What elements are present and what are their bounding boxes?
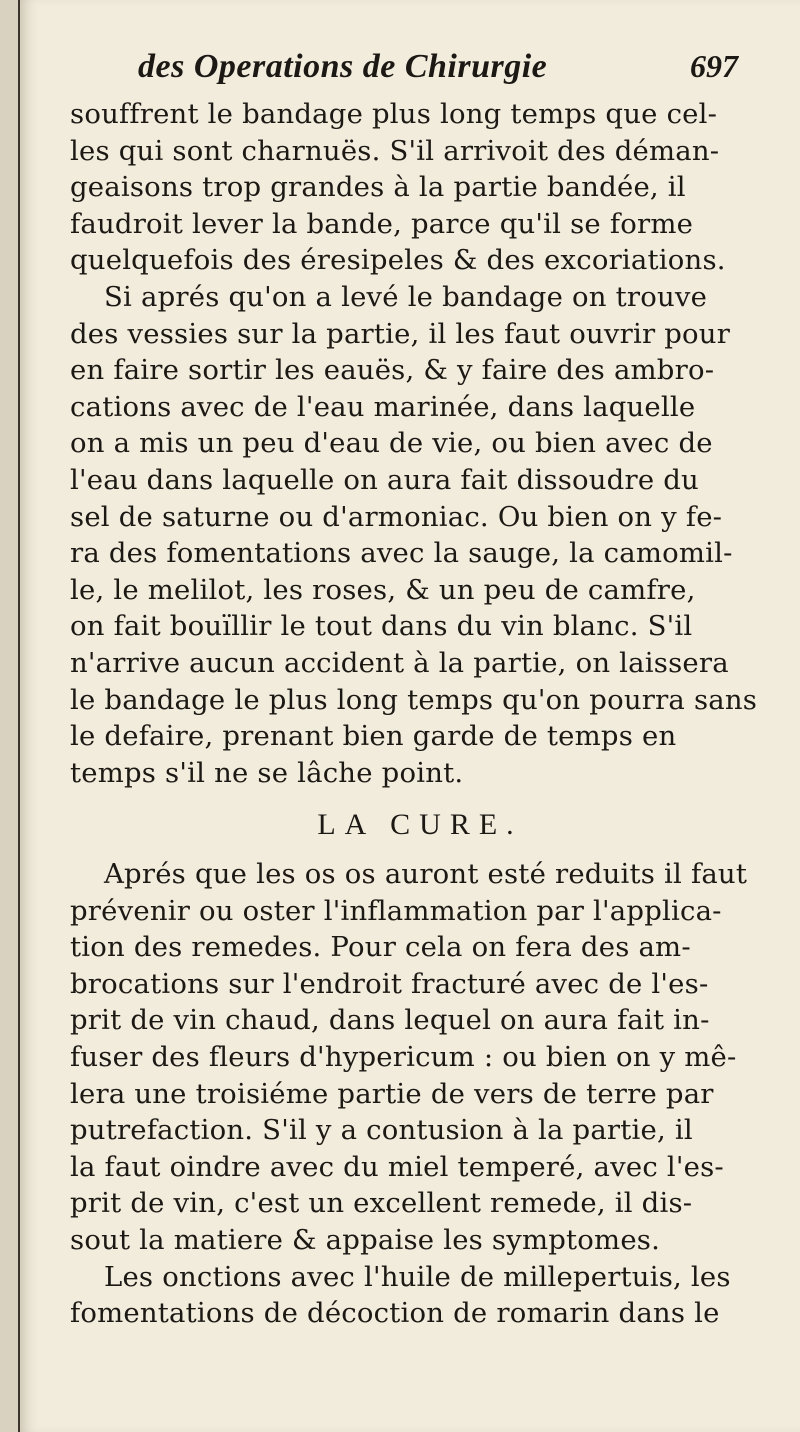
text-line: ra des fomentations avec la sauge, la camomil- <box>70 537 733 570</box>
text-line: putrefaction. S'il y a contusion à la partie, il <box>70 1114 693 1147</box>
text-line: n'arrive aucun accident à la partie, on laissera <box>70 646 729 679</box>
text-line: fomentations de décoction de romarin dans le <box>70 1297 720 1330</box>
text-line: des vessies sur la partie, il les faut ouvrir pour <box>70 317 731 350</box>
page-header <box>138 48 738 86</box>
book-page <box>18 0 800 1432</box>
running-head: des Operations de Chirurgie <box>138 48 548 85</box>
text-line: sout la matiere & appaise les symptomes. <box>70 1223 661 1256</box>
paragraph-block-1 <box>70 96 770 791</box>
text-line: les qui sont charnuës. S'il arrivoit des déman- <box>70 134 720 167</box>
text-line: prit de vin, c'est un excellent remede, il dis- <box>70 1187 693 1220</box>
text-line: Les onctions avec l'huile de millepertuis, les <box>104 1260 731 1293</box>
text-line: tion des remedes. Pour cela on fera des am- <box>70 931 691 964</box>
text-line: brocations sur l'endroit fracturé avec de l'es- <box>70 967 709 1000</box>
text-line: en faire sortir les eauës, & y faire des ambro- <box>70 354 715 387</box>
text-line: l'eau dans laquelle on aura fait dissoudre du <box>70 463 699 496</box>
text-line: fuser des fleurs d'hypericum : ou bien on y mê- <box>70 1040 737 1073</box>
text-line: la faut oindre avec du miel temperé, avec l'es- <box>70 1150 724 1183</box>
page-number: 697 <box>690 48 738 84</box>
text-line: geaisons trop grandes à la partie bandée, il <box>70 171 686 204</box>
text-line: le bandage le plus long temps qu'on pourra sans <box>70 683 758 716</box>
text-line: le defaire, prenant bien garde de temps en <box>70 720 677 753</box>
text-line: cations avec de l'eau marinée, dans laquelle <box>70 390 696 423</box>
text-line: temps s'il ne se lâche point. <box>70 756 464 789</box>
text-line: le, le melilot, les roses, & un peu de camfre, <box>70 573 696 606</box>
paragraph-block-2 <box>70 856 770 1332</box>
text-line: Si aprés qu'on a levé le bandage on trouve <box>104 280 708 313</box>
text-line: sel de saturne ou d'armoniac. Ou bien on y fe- <box>70 500 723 533</box>
section-title: LA CURE. <box>317 808 523 841</box>
text-line: quelquefois des éresipeles & des excoriations. <box>70 244 726 277</box>
text-line: Aprés que les os os auront esté reduits il faut <box>104 858 748 890</box>
text-line: souffrent le bandage plus long temps que cel- <box>70 98 718 130</box>
text-line: faudroit lever la bande, parce qu'il se forme <box>70 207 694 240</box>
text-line: on a mis un peu d'eau de vie, ou bien avec de <box>70 427 713 460</box>
text-line: on fait bouïllir le tout dans du vin blanc. S'il <box>70 610 693 643</box>
text-line: lera une troisiéme partie de vers de terre par <box>70 1077 714 1110</box>
text-line: prit de vin chaud, dans lequel on aura fait in- <box>70 1004 710 1037</box>
text-line: prévenir ou oster l'inflammation par l'applica- <box>70 894 722 927</box>
